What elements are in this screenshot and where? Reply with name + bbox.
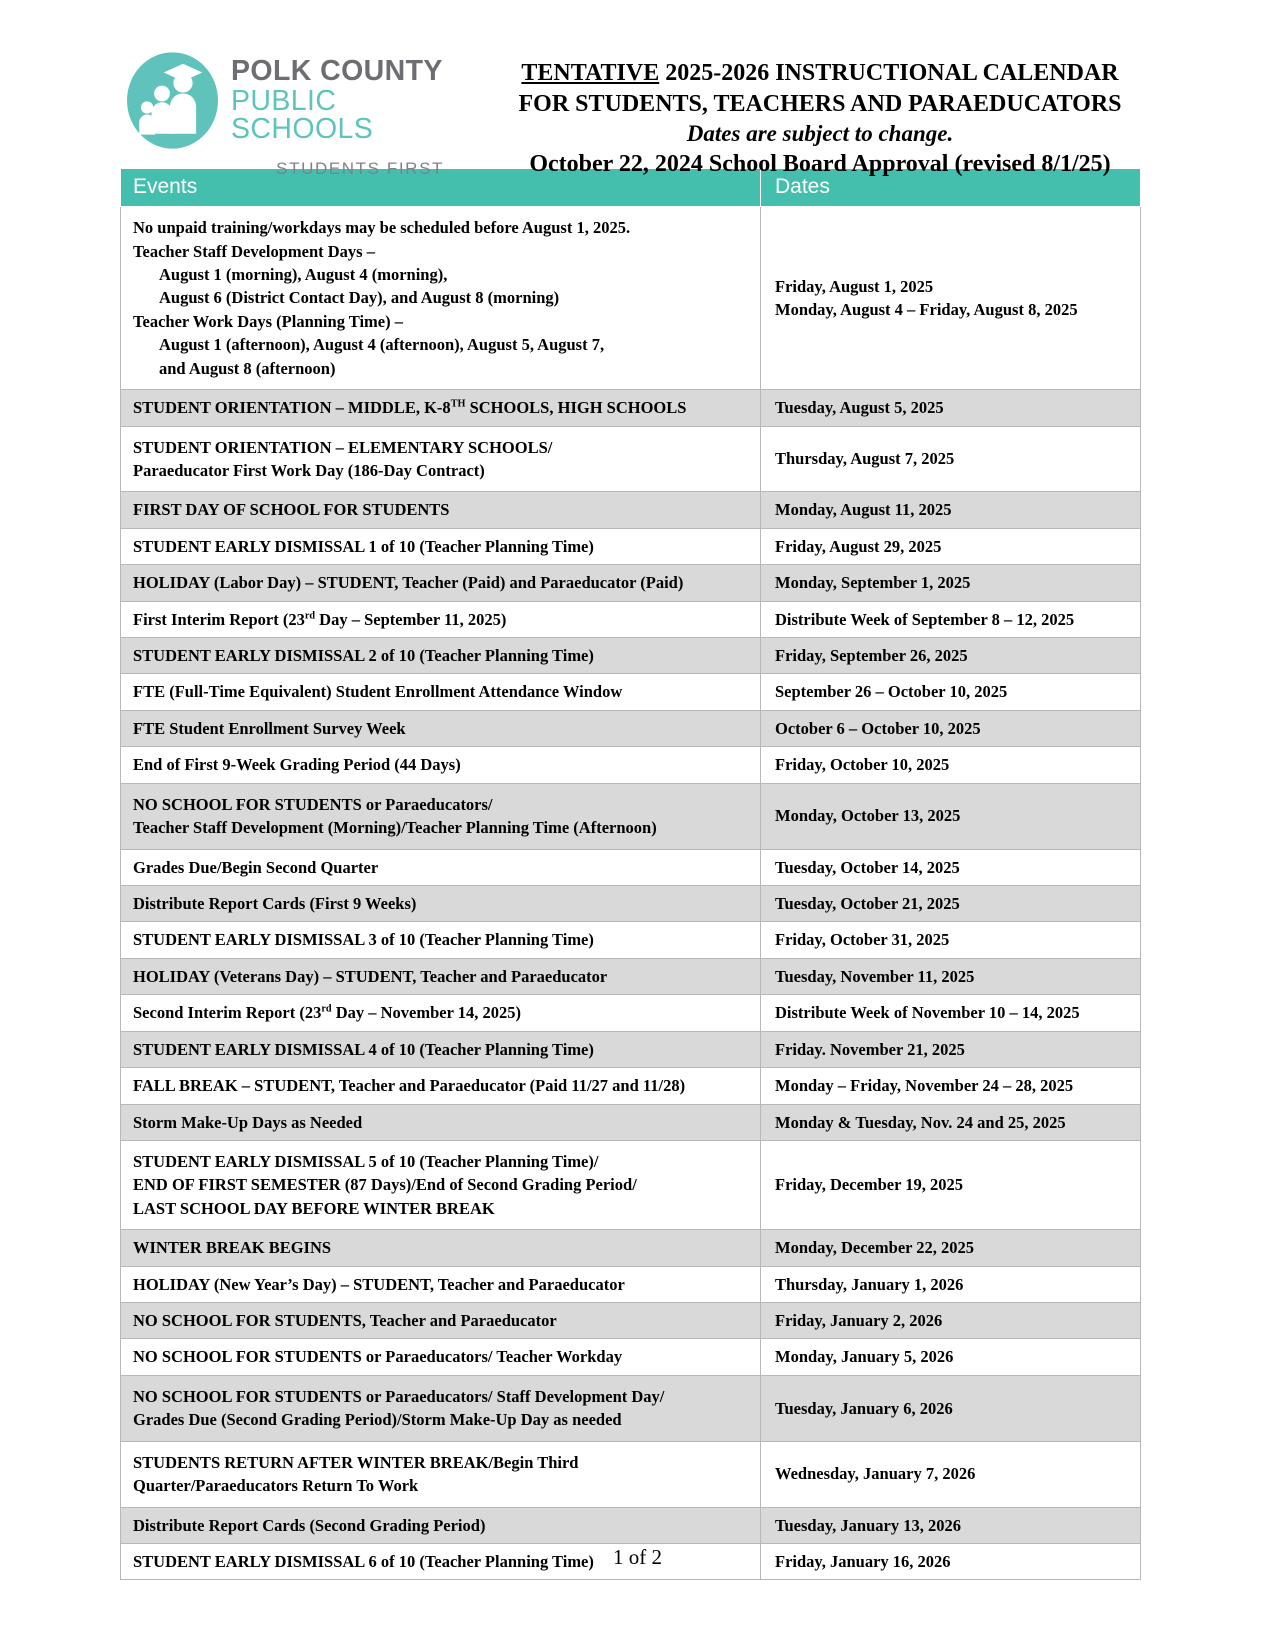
- date-line: Monday, August 4 – Friday, August 8, 2025: [775, 300, 1078, 320]
- date-cell: [761, 886, 1141, 922]
- table-row: [121, 1303, 1141, 1339]
- date-cell: [761, 565, 1141, 601]
- event-line: Distribute Report Cards (First 9 Weeks): [133, 894, 417, 913]
- table-row: [121, 849, 1141, 885]
- table-row: [121, 783, 1141, 849]
- date-cell: [761, 1140, 1141, 1229]
- document-title: [450, 42, 1180, 180]
- event-line: STUDENT EARLY DISMISSAL 5 of 10 (Teacher Planning Time)/: [133, 1151, 599, 1171]
- date-line: Distribute Week of September 8 – 12, 2025: [775, 609, 1075, 629]
- page-footer: [0, 1545, 1275, 1570]
- calendar-table-body: [121, 207, 1141, 1580]
- event-line: End of First 9-Week Grading Period (44 Days): [133, 755, 461, 775]
- date-cell: [761, 426, 1141, 492]
- event-line: STUDENT ORIENTATION – MIDDLE, K-8TH SCHOOLS, HIGH SCHOOLS: [133, 398, 687, 418]
- date-cell: [761, 1375, 1141, 1441]
- date-cell: [761, 710, 1141, 746]
- date-line: Friday, October 10, 2025: [775, 755, 950, 775]
- date-line: Friday, August 29, 2025: [775, 536, 942, 556]
- event-line: FIRST DAY OF SCHOOL FOR STUDENTS: [133, 500, 450, 520]
- table-row: [121, 995, 1141, 1031]
- date-line: October 6 – October 10, 2025: [775, 718, 981, 738]
- table-row: [121, 922, 1141, 958]
- event-line: August 1 (afternoon), August 4 (afternoon), August 5, August 7,: [159, 335, 605, 355]
- table-row: [121, 886, 1141, 922]
- event-line: Teacher Staff Development (Morning)/Teacher Planning Time (Afternoon): [133, 818, 657, 838]
- event-cell: [121, 958, 761, 994]
- table-row: [121, 1068, 1141, 1104]
- date-line: Monday & Tuesday, Nov. 24 and 25, 2025: [775, 1112, 1066, 1132]
- date-cell: [761, 1031, 1141, 1067]
- date-line: Distribute Week of November 10 – 14, 2025: [775, 1003, 1080, 1023]
- date-cell: [761, 747, 1141, 783]
- event-line: END OF FIRST SEMESTER (87 Days)/End of Second Grading Period/: [133, 1175, 637, 1195]
- date-cell: [761, 1441, 1141, 1507]
- event-cell: [121, 710, 761, 746]
- table-row: [121, 1339, 1141, 1375]
- date-cell: [761, 1339, 1141, 1375]
- event-line: Distribute Report Cards (Second Grading Period): [133, 1515, 486, 1535]
- table-row: [121, 207, 1141, 390]
- event-line: HOLIDAY (New Year’s Day) – STUDENT, Teacher and Paraeducator: [133, 1274, 625, 1294]
- event-line: NO SCHOOL FOR STUDENTS or Paraeducators/: [133, 794, 493, 814]
- table-row: [121, 1375, 1141, 1441]
- table-row: [121, 426, 1141, 492]
- event-line: LAST SCHOOL DAY BEFORE WINTER BREAK: [133, 1198, 495, 1218]
- logo-line-2: PUBLIC SCHOOLS: [231, 84, 374, 146]
- table-row: [121, 1140, 1141, 1229]
- event-line: FTE (Full-Time Equivalent) Student Enrollment Attendance Window: [133, 682, 623, 702]
- table-row: [121, 1031, 1141, 1067]
- event-cell: [121, 426, 761, 492]
- event-line: NO SCHOOL FOR STUDENTS or Paraeducators/ Teacher Workday: [133, 1347, 623, 1367]
- event-line: August 1 (morning), August 4 (morning),: [159, 264, 448, 284]
- event-cell: [121, 1104, 761, 1140]
- date-cell: [761, 492, 1141, 528]
- event-line: First Interim Report (23rd Day – September 11, 2025): [133, 609, 507, 629]
- event-line: Teacher Staff Development Days –: [133, 241, 375, 261]
- date-cell: [761, 1104, 1141, 1140]
- event-cell: [121, 528, 761, 564]
- date-line: Thursday, January 1, 2026: [775, 1274, 964, 1294]
- event-line: STUDENT EARLY DISMISSAL 6 of 10 (Teacher Planning Time): [133, 1552, 594, 1572]
- event-cell: [121, 995, 761, 1031]
- page-indicator: 1 of 2: [613, 1545, 662, 1569]
- date-line: Friday, October 31, 2025: [775, 930, 950, 950]
- date-line: Friday, August 1, 2025: [775, 276, 934, 296]
- event-line: STUDENT ORIENTATION – ELEMENTARY SCHOOLS/: [133, 437, 553, 457]
- column-header-dates: Dates: [761, 169, 1141, 207]
- event-line: NO SCHOOL FOR STUDENTS, Teacher and Paraeducator: [133, 1311, 557, 1331]
- date-line: Friday. November 21, 2025: [775, 1039, 965, 1059]
- date-line: Tuesday, January 13, 2026: [775, 1515, 961, 1535]
- event-cell: [121, 1068, 761, 1104]
- date-line: Tuesday, August 5, 2025: [775, 398, 944, 418]
- event-line: HOLIDAY (Labor Day) – STUDENT, Teacher (Paid) and Paraeducator (Paid): [133, 573, 684, 593]
- table-row: [121, 601, 1141, 637]
- table-row: [121, 1266, 1141, 1302]
- date-cell: [761, 995, 1141, 1031]
- event-cell: [121, 1266, 761, 1302]
- graduate-family-circle-icon: [120, 48, 225, 153]
- event-line: FALL BREAK – STUDENT, Teacher and Paraeducator (Paid 11/27 and 11/28): [133, 1076, 686, 1096]
- event-cell: [121, 390, 761, 426]
- date-cell: [761, 528, 1141, 564]
- table-row: [121, 492, 1141, 528]
- event-cell: [121, 1230, 761, 1266]
- table-row: [121, 390, 1141, 426]
- event-line: HOLIDAY (Veterans Day) – STUDENT, Teacher and Paraeducator: [133, 966, 608, 986]
- date-line: Tuesday, October 21, 2025: [775, 894, 960, 913]
- date-cell: [761, 1303, 1141, 1339]
- date-cell: [761, 783, 1141, 849]
- date-cell: [761, 922, 1141, 958]
- date-line: Tuesday, November 11, 2025: [775, 966, 975, 986]
- title-tentative-word: TENTATIVE: [521, 60, 660, 86]
- event-line: Teacher Work Days (Planning Time) –: [133, 311, 403, 331]
- table-row: [121, 1507, 1141, 1543]
- date-line: Tuesday, January 6, 2026: [775, 1398, 953, 1418]
- event-line: STUDENT EARLY DISMISSAL 2 of 10 (Teacher Planning Time): [133, 646, 594, 666]
- calendar-table-wrapper: [0, 168, 1275, 1580]
- event-line: STUDENT EARLY DISMISSAL 4 of 10 (Teacher Planning Time): [133, 1039, 594, 1059]
- table-row: [121, 638, 1141, 674]
- date-cell: [761, 207, 1141, 390]
- event-line: WINTER BREAK BEGINS: [133, 1238, 332, 1258]
- event-line: Second Interim Report (23rd Day – November 14, 2025): [133, 1003, 521, 1023]
- event-line: and August 8 (afternoon): [159, 358, 336, 378]
- table-row: [121, 1441, 1141, 1507]
- title-subject-to-change: Dates are subject to change.: [686, 121, 954, 147]
- table-row: [121, 1230, 1141, 1266]
- event-cell: [121, 1339, 761, 1375]
- event-cell: [121, 565, 761, 601]
- event-cell: [121, 747, 761, 783]
- event-line: August 6 (District Contact Day), and August 8 (morning): [159, 288, 560, 308]
- date-line: Monday, October 13, 2025: [775, 806, 961, 826]
- date-line: Monday, August 11, 2025: [775, 500, 952, 520]
- event-line: STUDENT EARLY DISMISSAL 3 of 10 (Teacher Planning Time): [133, 930, 594, 950]
- logo-line-1: POLK COUNTY: [231, 55, 443, 88]
- date-line: Thursday, August 7, 2025: [775, 449, 955, 469]
- date-line: Friday, December 19, 2025: [775, 1175, 964, 1195]
- event-line: Grades Due/Begin Second Quarter: [133, 857, 379, 877]
- date-line: Monday – Friday, November 24 – 28, 2025: [775, 1076, 1074, 1096]
- date-cell: [761, 601, 1141, 637]
- event-cell: [121, 1140, 761, 1229]
- logo-wordmark: [231, 57, 450, 144]
- event-cell: [121, 783, 761, 849]
- event-cell: [121, 601, 761, 637]
- title-line-2: FOR STUDENTS, TEACHERS AND PARAEDUCATORS: [518, 90, 1122, 117]
- event-line: Paraeducator First Work Day (186-Day Contract): [133, 460, 485, 480]
- event-line: Grades Due (Second Grading Period)/Storm Make-Up Day as needed: [133, 1410, 622, 1430]
- date-line: Friday, January 2, 2026: [775, 1311, 943, 1331]
- logo-row: [120, 48, 450, 153]
- event-line: NO SCHOOL FOR STUDENTS or Paraeducators/ Staff Development Day/: [133, 1386, 665, 1406]
- title-line-1: [460, 58, 1180, 89]
- event-line: No unpaid training/workdays may be scheduled before August 1, 2025.: [133, 218, 631, 238]
- event-cell: [121, 638, 761, 674]
- event-cell: [121, 1303, 761, 1339]
- column-header-events: Events: [121, 169, 761, 207]
- table-row: [121, 747, 1141, 783]
- event-cell: [121, 886, 761, 922]
- date-cell: [761, 1507, 1141, 1543]
- table-row: [121, 710, 1141, 746]
- table-row: [121, 1104, 1141, 1140]
- date-line: Friday, September 26, 2025: [775, 646, 968, 666]
- event-line: Storm Make-Up Days as Needed: [133, 1112, 363, 1132]
- event-cell: [121, 492, 761, 528]
- event-line: STUDENT EARLY DISMISSAL 1 of 10 (Teacher Planning Time): [133, 536, 594, 556]
- table-row: [121, 565, 1141, 601]
- title-line-1-rest: 2025-2026 INSTRUCTIONAL CALENDAR: [659, 60, 1119, 86]
- date-line: Monday, December 22, 2025: [775, 1238, 975, 1258]
- date-line: Wednesday, January 7, 2026: [775, 1464, 976, 1484]
- date-cell: [761, 390, 1141, 426]
- date-cell: [761, 1266, 1141, 1302]
- logo-tagline: STUDENTS FIRST: [276, 159, 444, 178]
- date-line: September 26 – October 10, 2025: [775, 682, 1008, 702]
- instructional-calendar-table: [120, 168, 1141, 1580]
- event-cell: [121, 1375, 761, 1441]
- title-board-approval: October 22, 2024 School Board Approval (revised 8/1/25): [529, 151, 1111, 178]
- event-line: Quarter/Paraeducators Return To Work: [133, 1476, 419, 1496]
- event-cell: [121, 1507, 761, 1543]
- event-cell: [121, 1441, 761, 1507]
- event-cell: [121, 207, 761, 390]
- event-cell: [121, 1031, 761, 1067]
- date-cell: [761, 1068, 1141, 1104]
- date-cell: [761, 849, 1141, 885]
- event-cell: [121, 849, 761, 885]
- event-cell: [121, 674, 761, 710]
- district-logo: [120, 42, 450, 179]
- event-line: STUDENTS RETURN AFTER WINTER BREAK/Begin Third: [133, 1452, 579, 1472]
- event-line: FTE Student Enrollment Survey Week: [133, 718, 406, 738]
- date-line: Monday, January 5, 2026: [775, 1347, 954, 1367]
- date-cell: [761, 674, 1141, 710]
- table-row: [121, 674, 1141, 710]
- date-cell: [761, 638, 1141, 674]
- date-cell: [761, 1230, 1141, 1266]
- table-row: [121, 528, 1141, 564]
- table-row: [121, 958, 1141, 994]
- date-cell: [761, 958, 1141, 994]
- document-header: [0, 0, 1275, 178]
- date-line: Tuesday, October 14, 2025: [775, 857, 960, 877]
- date-line: Monday, September 1, 2025: [775, 573, 971, 593]
- event-cell: [121, 922, 761, 958]
- date-line: Friday, January 16, 2026: [775, 1552, 951, 1572]
